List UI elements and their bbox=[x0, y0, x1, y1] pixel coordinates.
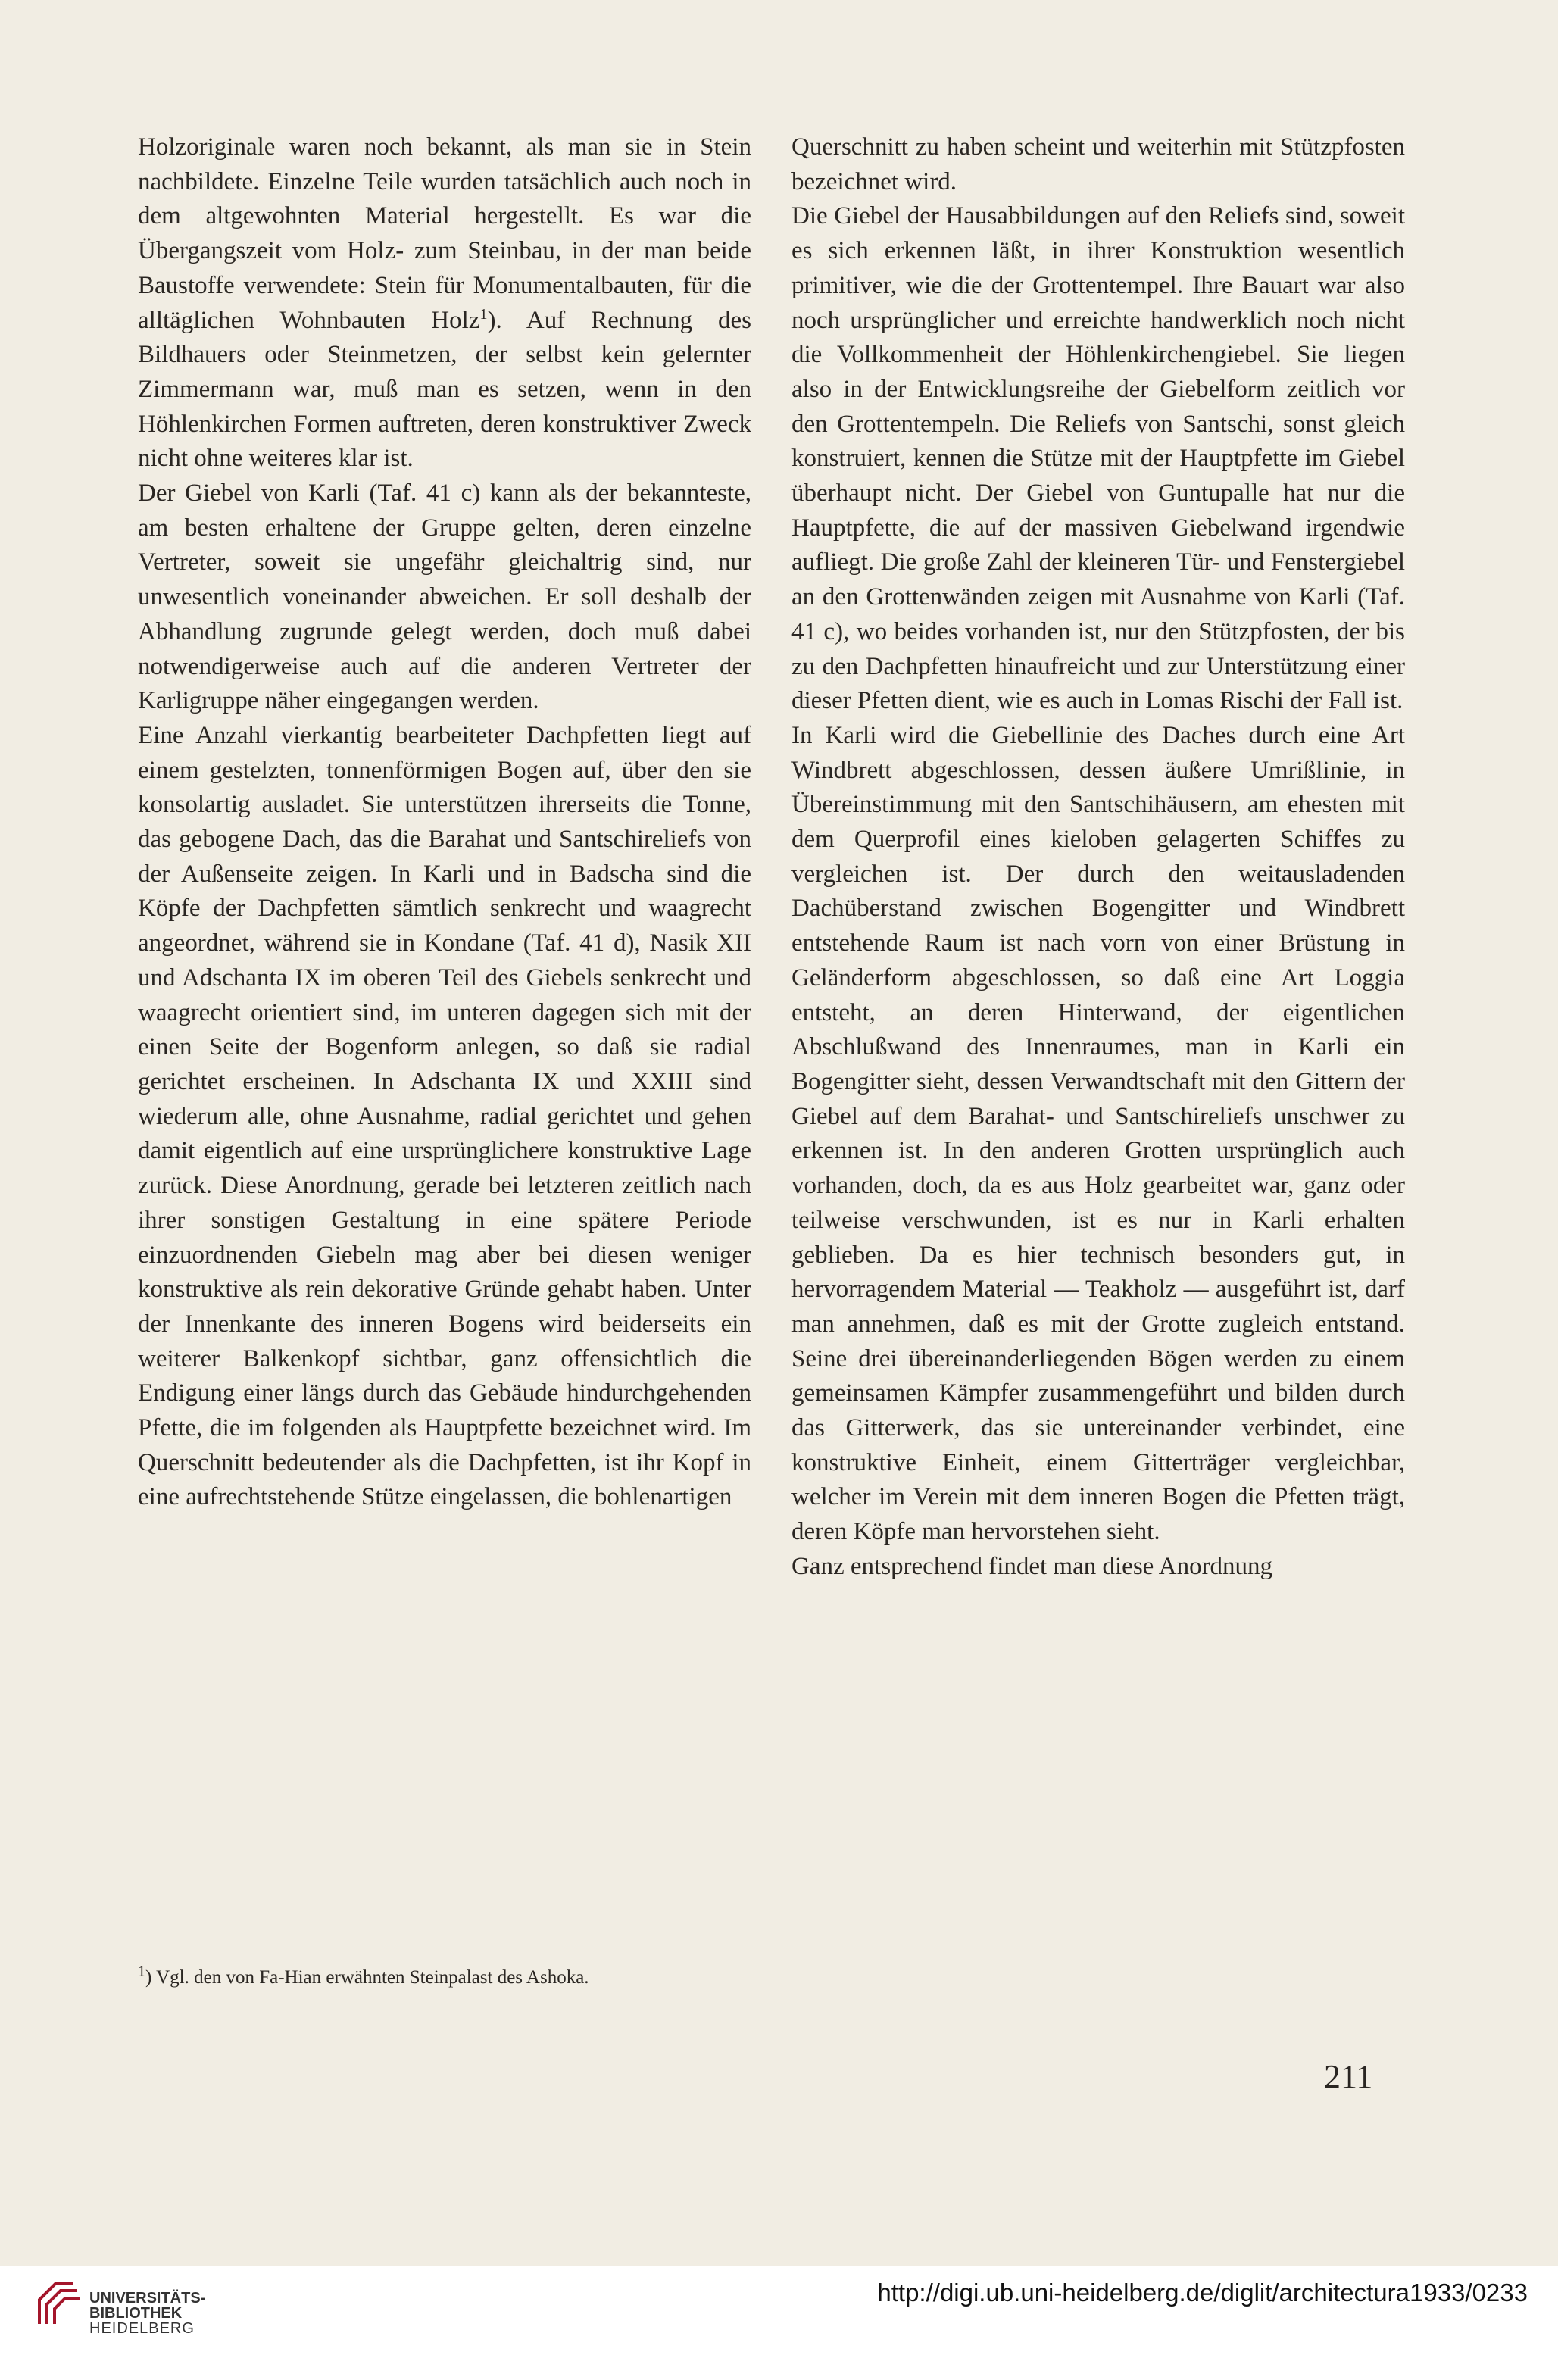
left-column bbox=[138, 130, 751, 1515]
footnote bbox=[138, 1965, 751, 1991]
paragraph: In Karli wird die Giebellinie des Daches durch eine Art Windbrett abgeschlossen, dessen äußere Umrißlinie, in Übereinstimmung mit den Santschihäusern, am ehesten mit dem Querprofil eines kieloben gelagerten Schiffes zu vergleichen ist. Der durch den weitausladenden Dachüberstand zwischen Bogengitter und Windbrett entstehende Raum ist nach vorn von einer Brüstung in Geländerform abgeschlossen, so daß eine Art Loggia entsteht, an deren Hinterwand, der eigentlichen Abschlußwand des Innenraumes, man in Karli ein Bogengitter sieht, dessen Verwandtschaft mit den Gittern der Giebel auf dem Barahat- und Santschireliefs unschwer zu erkennen ist. In den anderen Grotten ursprünglich auch vorhanden, doch, da es aus Holz gearbeitet war, ganz oder teilweise verschwunden, ist es nur in Karli erhalten geblieben. Da es hier technisch besonders gut, in hervorragendem Material — Teakholz — ausgeführt ist, darf man annehmen, daß es mit der Grotte zugleich entstand. Seine drei übereinanderliegenden Bögen werden zu einem gemeinsamen Kämpfer zusammengeführt und bilden durch das Gitterwerk, das sie untereinander verbindet, eine konstruktive Einheit, einem Gitterträger vergleichbar, welcher im Verein mit dem inneren Bogen die Pfetten trägt, deren Köpfe man hervorstehen sieht. bbox=[791, 721, 1405, 1546]
library-line: UNIVERSITÄTS- bbox=[89, 2290, 206, 2307]
paragraph: Der Giebel von Karli (Taf. 41 c) kann als der bekannteste, am besten erhaltene der Gruppe gelten, deren einzelne Vertreter, soweit sie ungefähr gleichaltrig sind, nur unwesentlich voneinander abweichen. Er soll deshalb der Abhandlung zugrunde gelegt werden, doch muß dabei notwendigerweise auch auf die anderen Vertreter der Karligruppe näher eingegangen werden. bbox=[138, 479, 751, 715]
footnote-text: ) Vgl. den von Fa-Hian erwähnten Steinpalast des Ashoka. bbox=[145, 1967, 589, 1988]
paragraph: Die Giebel der Hausabbildungen auf den Reliefs sind, soweit es sich erkennen läßt, in ihrer Konstruktion wesentlich primitiver, wie die der Grottentempel. Ihre Bauart war also noch ursprünglicher und erreichte handwerklich noch nicht die Vollkommenheit der Höhlenkirchengiebel. Sie liegen also in der Entwicklungsreihe der Giebelform zeitlich vor den Grottentempeln. Die Reliefs von Santschi, sonst gleich konstruiert, kennen die Stütze mit der Hauptpfette im Giebel überhaupt nicht. Der Giebel von Guntupalle hat nur die Hauptpfette, die auf der massiven Giebelwand irgendwie aufliegt. Die große Zahl der kleineren Tür- und Fenstergiebel an den Grottenwänden zeigen mit Ausnahme von Karli (Taf. 41 c), wo beides vorhanden ist, nur den Stützpfosten, der bis zu den Dachpfetten hinaufreicht und zur Unterstützung einer dieser Pfetten dient, wie es auch in Lomas Rischi der Fall ist. bbox=[791, 202, 1405, 715]
footnote-reference: 1 bbox=[479, 305, 488, 323]
paragraph: Ganz entsprechend findet man diese Anordnung bbox=[791, 1552, 1273, 1580]
paragraph: Querschnitt zu haben scheint und weiterhin mit Stützpfosten bezeichnet wird. bbox=[791, 133, 1405, 195]
paragraph: Eine Anzahl vierkantig bearbeiteter Dachpfetten liegt auf einem gestelzten, tonnenförmigen Bogen auf, über den sie konsolartig ausladet. Sie unterstützen ihrerseits die Tonne, das gebogene Dach, das die Barahat und Santschireliefs von der Außenseite zeigen. In Karli und in Badscha sind die Köpfe der Dachpfetten sämtlich senkrecht und waagrecht angeordnet, während sie in Kondane (Taf. 41 d), Nasik XII und Adschanta IX im oberen Teil des Giebels senkrecht und waagrecht orientiert sind, im unteren dagegen sich mit der einen Seite der Bogenform anlegen, so daß sie radial gerichtet erscheinen. In Adschanta IX und XXIII sind wiederum alle, ohne Ausnahme, radial gerichtet und gehen damit eigentlich auf eine ursprünglichere konstruktive Lage zurück. Diese Anordnung, gerade bei letzteren zeitlich nach ihrer sonstigen Gestaltung in eine spätere Periode einzuordnenden Giebeln mag aber bei diesen weniger konstruktive als rein dekorative Gründe gehabt haben. Unter der Innenkante des inneren Bogens wird beiderseits ein weiterer Balkenkopf sichtbar, ganz offensichtlich die Endigung einer längs durch das Gebäude hindurchgehenden Pfette, die im folgenden als Hauptpfette bezeichnet wird. Im Querschnitt bedeutender als die Dachpfetten, ist ihr Kopf in eine aufrechtstehende Stütze eingelassen, die bohlenartigen bbox=[138, 721, 751, 1511]
library-line: BIBLIOTHEK bbox=[89, 2305, 183, 2322]
library-name[interactable] bbox=[89, 2291, 205, 2336]
source-url-link[interactable]: http://digi.ub.uni-heidelberg.de/diglit/architectura1933/0233 bbox=[877, 2278, 1528, 2307]
page-number: 211 bbox=[1324, 2058, 1373, 2095]
library-line: HEIDELBERG bbox=[89, 2320, 195, 2337]
paragraph-text: Holzoriginale waren noch bekannt, als man sie in Stein nachbildete. Einzelne Teile wurden tatsächlich auch noch in dem altgewohnten Material hergestellt. Es war die Übergangszeit vom Holz- zum Steinbau, in der man beide Baustoffe verwendete: Stein für Monumentalbauten, für die alltäglichen Wohnbauten Holz bbox=[138, 133, 751, 334]
ub-heidelberg-logo-icon[interactable] bbox=[33, 2277, 86, 2330]
paragraph bbox=[138, 130, 751, 476]
right-column bbox=[791, 130, 1405, 1585]
footnote-mark: 1 bbox=[138, 1963, 145, 1980]
paragraph-text: ). Auf Rechnung des Bildhauers oder Steinmetzen, der selbst kein gelernter Zimmermann war, muß man es setzen, wenn in den Höhlenkirchen Formen auftreten, deren konstruktiver Zweck nicht ohne weiteres klar ist. bbox=[138, 306, 751, 473]
